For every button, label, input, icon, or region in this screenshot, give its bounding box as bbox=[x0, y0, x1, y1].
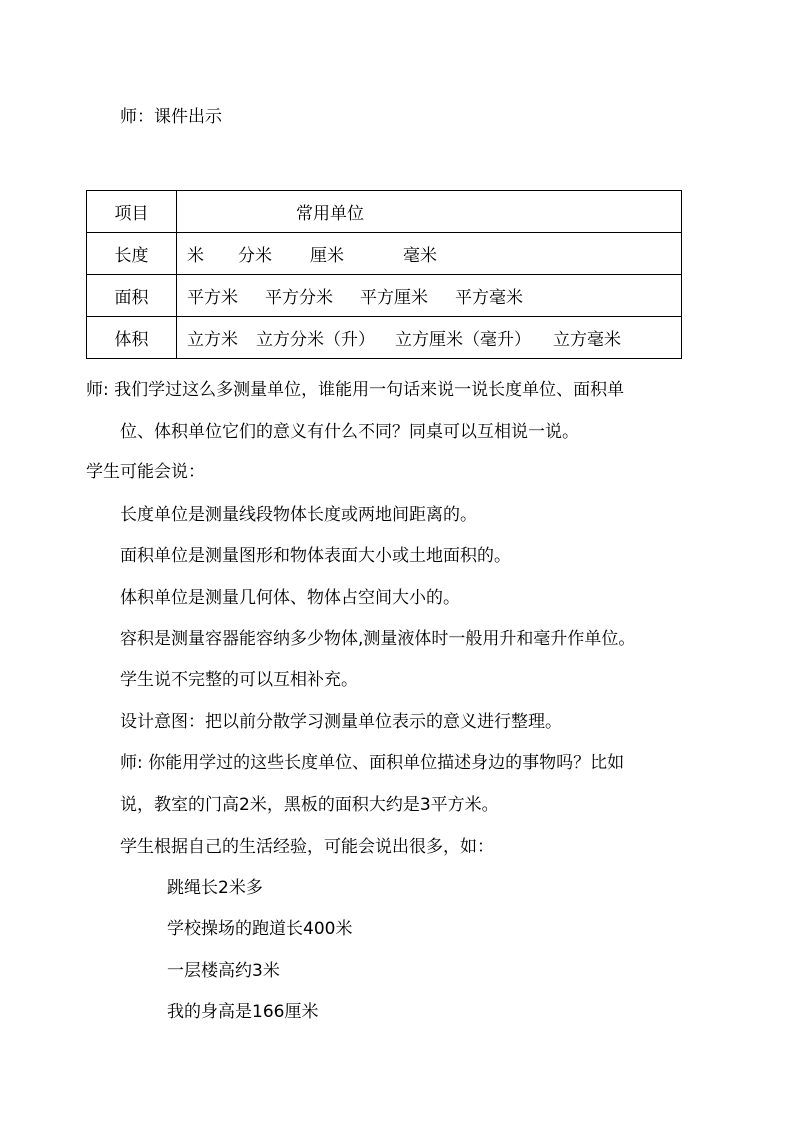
table-row bbox=[87, 317, 682, 359]
area-unit-meaning: 面积单位是测量图形和物体表面大小或土地面积的。 bbox=[120, 546, 511, 566]
unit: 厘米 bbox=[310, 246, 344, 266]
row-name: 长度 bbox=[87, 233, 177, 275]
example-item: 一层楼高约3米 bbox=[167, 961, 280, 981]
unit: 立方米 bbox=[187, 330, 238, 350]
length-unit-meaning: 长度单位是测量线段物体长度或两地间距离的。 bbox=[120, 505, 477, 525]
students-may-say: 学生可能会说： bbox=[86, 462, 205, 482]
students-answer-intro: 学生根据自己的生活经验，可能会说出很多，如： bbox=[120, 837, 494, 857]
unit: 立方毫米 bbox=[553, 330, 621, 350]
teacher-question-1: 师: 我们学过这么多测量单位，谁能用一句话来说一说长度单位、面积单 bbox=[86, 380, 625, 400]
row-name: 面积 bbox=[87, 275, 177, 317]
header-units-label: 常用单位 bbox=[296, 204, 364, 224]
unit: 平方分米 bbox=[265, 288, 333, 308]
volume-unit-meaning: 体积单位是测量几何体、物体占空间大小的。 bbox=[120, 588, 460, 608]
unit: 分米 bbox=[238, 246, 272, 266]
teacher-question-1-cont: 位、体积单位它们的意义有什么不同？同桌可以互相说一说。 bbox=[120, 422, 579, 442]
example-item: 学校操场的跑道长400米 bbox=[167, 919, 353, 939]
unit: 立方厘米（毫升） bbox=[395, 330, 531, 350]
unit: 平方厘米 bbox=[360, 288, 428, 308]
header-units bbox=[177, 191, 682, 233]
table-row bbox=[87, 233, 682, 275]
header-item: 项目 bbox=[87, 191, 177, 233]
intro-text: 师：课件出示 bbox=[120, 107, 222, 127]
design-intent: 设计意图：把以前分散学习测量单位表示的意义进行整理。 bbox=[120, 712, 562, 732]
row-name: 体积 bbox=[87, 317, 177, 359]
unit: 立方分米（升） bbox=[256, 330, 375, 350]
unit: 平方毫米 bbox=[455, 288, 523, 308]
unit: 米 bbox=[187, 246, 204, 266]
row-units bbox=[177, 317, 682, 359]
supplement-note: 学生说不完整的可以互相补充。 bbox=[120, 670, 358, 690]
row-units bbox=[177, 275, 682, 317]
unit: 平方米 bbox=[187, 288, 238, 308]
example-item: 跳绳长2米多 bbox=[167, 878, 263, 898]
capacity-meaning: 容积是测量容器能容纳多少物体,测量液体时一般用升和毫升作单位。 bbox=[120, 629, 636, 649]
table-header-row bbox=[87, 191, 682, 233]
teacher-question-2: 师: 你能用学过的这些长度单位、面积单位描述身边的事物吗？比如 bbox=[120, 753, 625, 773]
unit: 毫米 bbox=[403, 246, 437, 266]
row-units bbox=[177, 233, 682, 275]
table-row bbox=[87, 275, 682, 317]
teacher-question-2-cont: 说，教室的门高2米，黑板的面积大约是3平方米。 bbox=[120, 795, 499, 815]
example-item: 我的身高是166厘米 bbox=[167, 1002, 319, 1022]
units-table bbox=[86, 190, 682, 359]
